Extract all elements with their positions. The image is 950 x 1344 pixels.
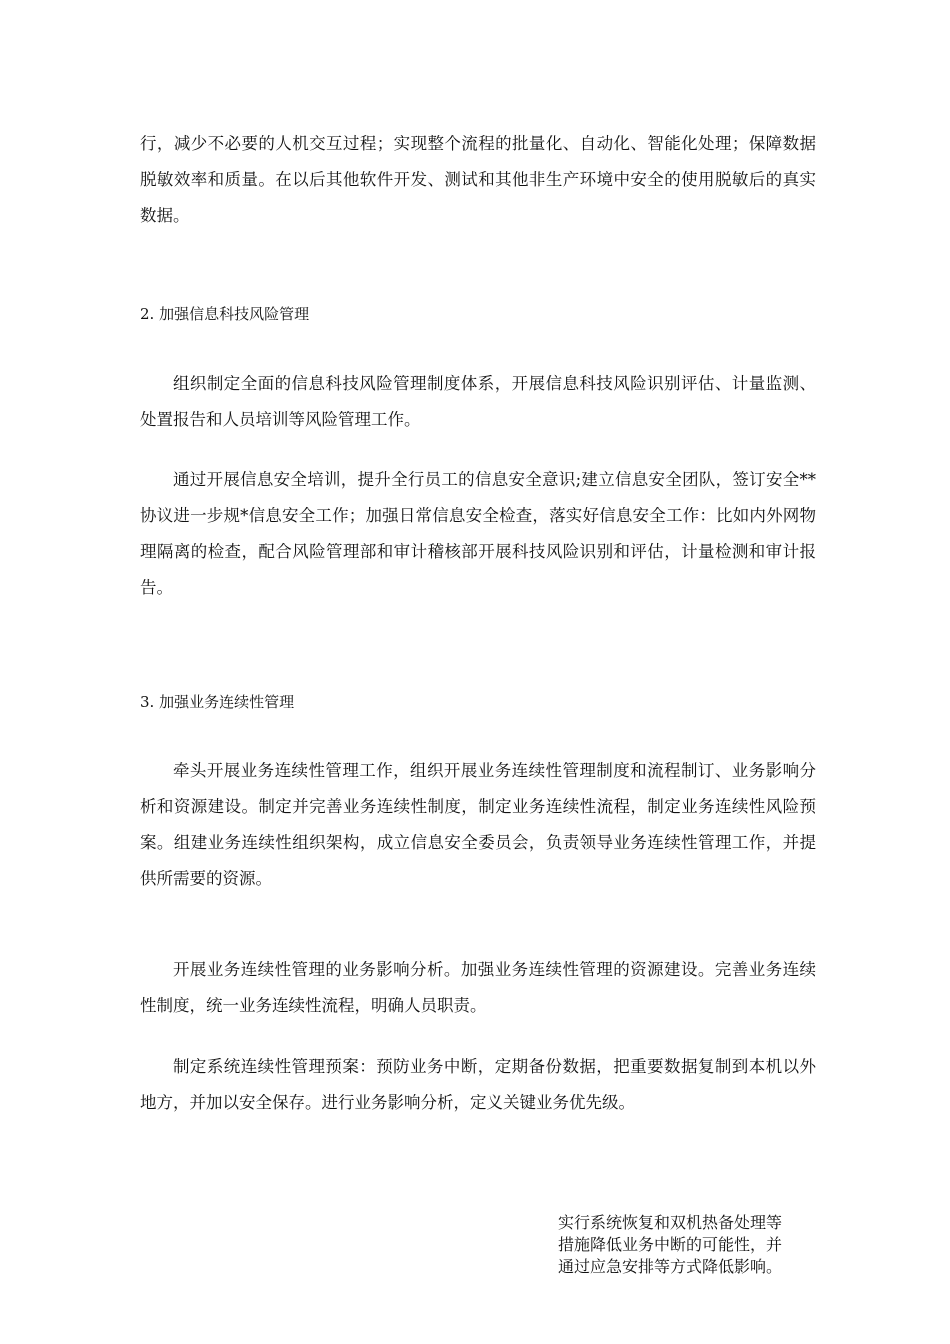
paragraph-continuity-plan: 制定系统连续性管理预案：预防业务中断，定期备份数据，把重要数据复制到本机以外地方，并加以安全保存。进行业务影响分析，定义关键业务优先级。 xyxy=(140,1057,816,1112)
side-note xyxy=(558,1212,820,1278)
paragraph-continuity-work: 牵头开展业务连续性管理工作，组织开展业务连续性管理制度和流程制订、业务影响分析和资源建设。制定并完善业务连续性制度，制定业务连续性流程，制定业务连续性风险预案。组建业务连续性组织架构，成立信息安全委员会，负责领导业务连续性管理工作，并提供所需要的资源。 xyxy=(140,761,816,888)
side-note-line: 措施降低业务中断的可能性，并 xyxy=(558,1235,783,1254)
side-note-line: 实行系统恢复和双机热备处理等 xyxy=(558,1213,783,1232)
section-heading-business-continuity: 3. 加强业务连续性管理 xyxy=(140,693,295,711)
paragraph-impact-analysis: 开展业务连续性管理的业务影响分析。加强业务连续性管理的资源建设。完善业务连续性制度，统一业务连续性流程，明确人员职责。 xyxy=(140,960,816,1015)
section-heading-risk-management: 2. 加强信息科技风险管理 xyxy=(140,305,310,323)
paragraph-risk-framework: 组织制定全面的信息科技风险管理制度体系，开展信息科技风险识别评估、计量监测、处置报告和人员培训等风险管理工作。 xyxy=(140,374,816,429)
side-note-line: 通过应急安排等方式降低影响。 xyxy=(558,1257,783,1276)
paragraph-data-masking: 行，减少不必要的人机交互过程；实现整个流程的批量化、自动化、智能化处理；保障数据脱敏效率和质量。在以后其他软件开发、测试和其他非生产环境中安全的使用脱敏后的真实数据。 xyxy=(140,134,816,225)
paragraph-security-training: 通过开展信息安全培训，提升全行员工的信息安全意识;建立信息安全团队，签订安全**协议进一步规*信息安全工作；加强日常信息安全检查，落实好信息安全工作：比如内外网物理隔离的检查，配合风险管理部和审计稽核部开展科技风险识别和评估，计量检测和审计报告。 xyxy=(140,470,816,597)
